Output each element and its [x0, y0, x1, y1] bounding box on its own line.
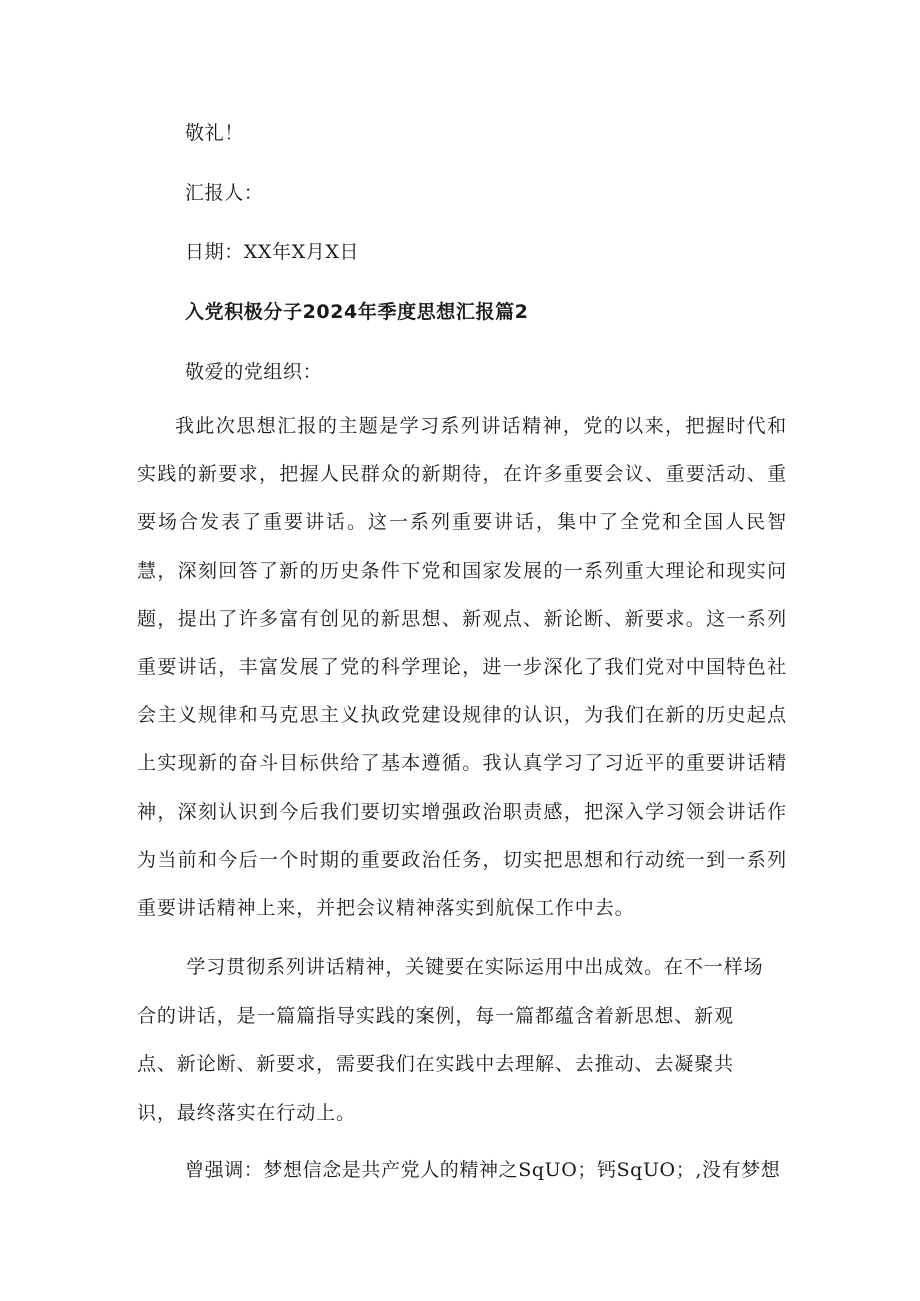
report-date: 日期：XX年X月X日	[185, 241, 360, 263]
body-paragraph-2	[137, 943, 787, 1137]
greeting: 敬爱的党组织：	[185, 361, 323, 383]
section-title: 入党积极分子2024年季度思想汇报篇2	[185, 301, 529, 323]
reporter-label: 汇报人：	[185, 182, 264, 204]
body-paragraph-3: 曾强调：梦想信念是共产党人的精神之SqUO；钙SqUO；,没有梦想	[185, 1159, 781, 1181]
closing-salute: 敬礼！	[185, 122, 244, 144]
body-paragraph-1: 我此次思想汇报的主题是学习系列讲话精神，党的以来，把握时代和实践的新要求，把握人民群众的新期待，在许多重要会议、重要活动、重要场合发表了重要讲话。这一系列重要讲话，集中了全党和全国人民智慧，深刻回答了新的历史条件下党和国家发展的一系列重大理论和现实问题，提出了许多富有创见的新思想、新观点、新论断、新要求。这一系列重要讲话，丰富发展了党的科学理论，进一步深化了我们党对中国特色社会主义规律和马克思主义执政党建设规律的认识，为我们在新的历史起点上实现新的奋斗目标供给了基本遵循。我认真学习了习近平的重要讲话精神，深刻认识到今后我们要切实增强政治职责感，把深入学习领会讲话作为当前和今后一个时期的重要政治任务，切实把思想和行动统一到一系列重要讲话精神上来，并把会议精神落实到航保工作中去。	[137, 415, 787, 920]
paragraph-2-line: 识，最终落实在行动上。	[137, 1101, 356, 1124]
paragraph-2-line: 点、新论断、新要求，需要我们在实践中去理解、去推动、去凝聚共	[137, 1053, 735, 1075]
paragraph-2-line: 合的讲话，是一篇篇指导实践的案例，每一篇都蕴含着新思想、新观	[137, 1004, 735, 1027]
paragraph-2-line: 学习贯彻系列讲话精神，关键要在实际运用中出成效。在不一样场	[186, 956, 764, 978]
